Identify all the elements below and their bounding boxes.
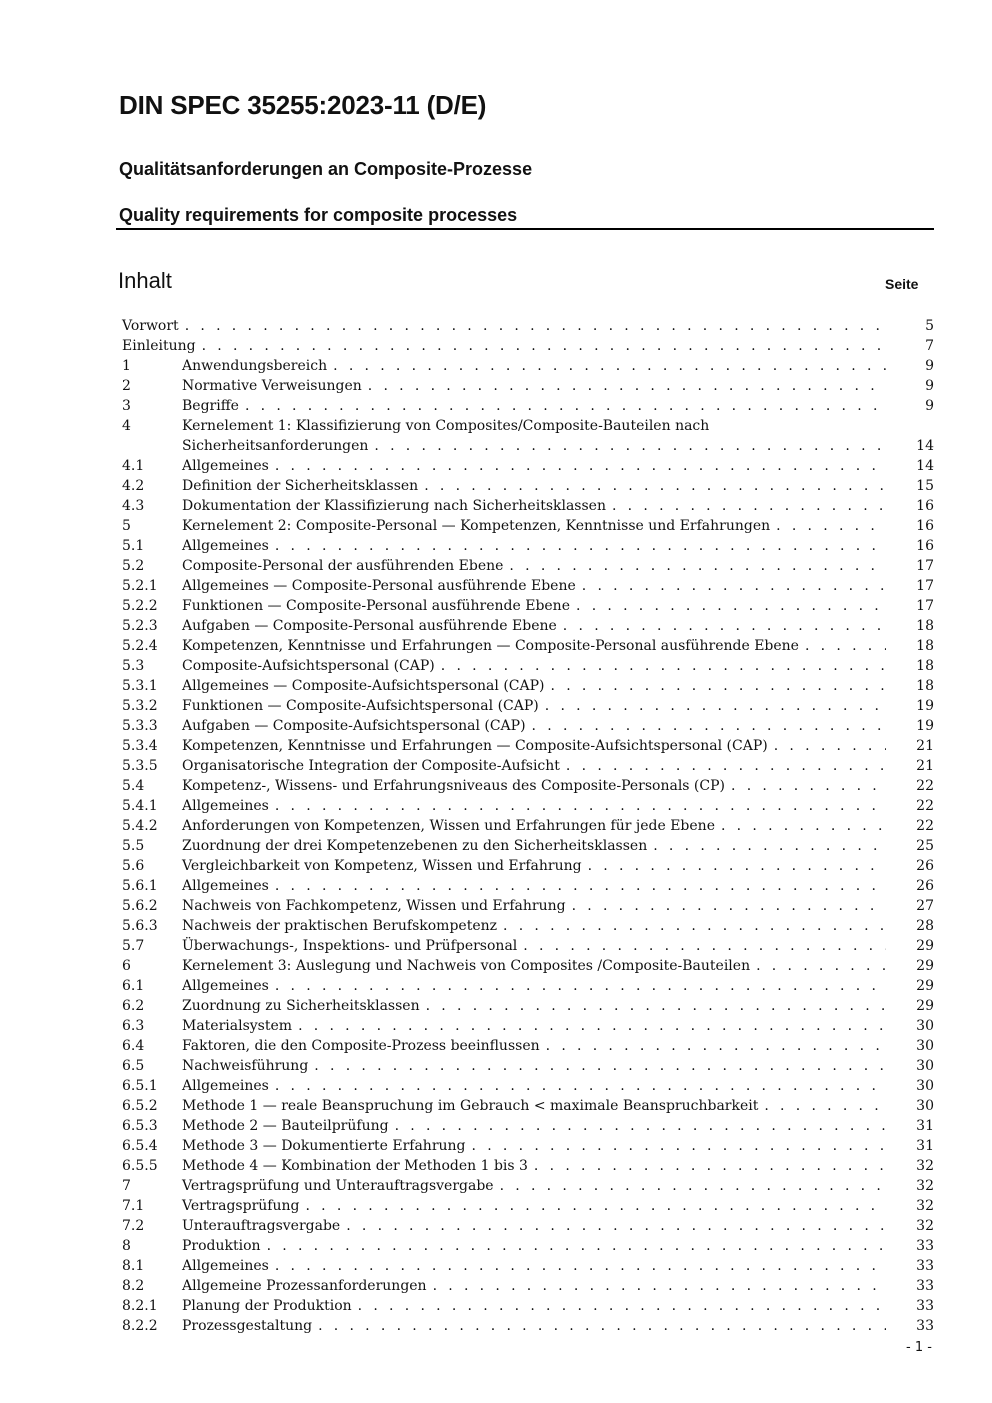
toc-entry[interactable] [122, 1036, 934, 1056]
toc-entry-title: Allgemeines [182, 458, 269, 474]
toc-entry-page: 30 [916, 1038, 934, 1054]
toc-dot-leader [606, 496, 886, 516]
toc-dot-leader [545, 676, 887, 696]
toc-entry-title: Allgemeines [182, 1258, 269, 1274]
toc-entry[interactable] [122, 996, 934, 1016]
toc-entry-page: 22 [916, 798, 934, 814]
toc-dot-leader [269, 876, 886, 896]
toc-entry-page: 21 [916, 738, 934, 754]
toc-entry-title: Allgemeines — Composite-Personal ausführende Ebene [182, 578, 576, 594]
toc-dot-leader [420, 996, 886, 1016]
toc-entry-number: 5.1 [122, 538, 145, 554]
toc-dot-leader [179, 316, 886, 336]
toc-entry-number: 8.1 [122, 1258, 145, 1274]
toc-entry[interactable] [122, 1076, 934, 1096]
toc-entry-title: Methode 2 — Bauteilprüfung [182, 1118, 389, 1134]
toc-entry-number: 8.2 [122, 1278, 145, 1294]
toc-entry-title: Vorwort [122, 318, 179, 334]
toc-entry-page: 33 [916, 1238, 934, 1254]
toc-entry-number: 5.3.4 [122, 738, 158, 754]
toc-entry[interactable] [122, 496, 934, 516]
toc-entry-page: 17 [916, 558, 934, 574]
toc-entry[interactable] [122, 616, 934, 636]
toc-entry-page: 22 [916, 818, 934, 834]
toc-entry-title: Kernelement 3: Auslegung und Nachweis von Composites /Composite-Bauteilen [182, 958, 751, 974]
toc-entry-title: Methode 3 — Dokumentierte Erfahrung [182, 1138, 466, 1154]
toc-entry-title: Zuordnung der drei Kompetenzebenen zu den Sicherheitsklassen [182, 838, 648, 854]
table-of-contents [122, 316, 934, 1336]
title-divider [116, 228, 934, 230]
toc-dot-leader [566, 896, 886, 916]
toc-entry[interactable] [122, 1056, 934, 1076]
toc-dot-leader [526, 716, 886, 736]
toc-entry-number: 3 [122, 398, 131, 414]
toc-entry-page: 21 [916, 758, 934, 774]
toc-entry-title: Aufgaben — Composite-Personal ausführende Ebene [182, 618, 557, 634]
toc-dot-leader [269, 456, 886, 476]
toc-entry-page: 27 [916, 898, 934, 914]
toc-entry-number: 8.2.2 [122, 1318, 158, 1334]
toc-entry[interactable] [122, 1196, 934, 1216]
toc-entry[interactable] [122, 936, 934, 956]
toc-entry-page: 32 [916, 1178, 934, 1194]
document-subtitle-german: Qualitätsanforderungen an Composite-Prozesse [119, 159, 533, 179]
toc-entry[interactable] [122, 676, 934, 696]
toc-entry-page: 33 [916, 1278, 934, 1294]
toc-entry-title: Organisatorische Integration der Composite-Aufsicht [182, 758, 560, 774]
toc-dot-leader [196, 336, 886, 356]
toc-dot-leader [503, 556, 886, 576]
toc-dot-leader [340, 1216, 886, 1236]
toc-entry-title: Allgemeines — Composite-Aufsichtspersonal (CAP) [182, 678, 545, 694]
toc-dot-leader [576, 576, 886, 596]
toc-entry-title: Zuordnung zu Sicherheitsklassen [182, 998, 420, 1014]
toc-entry-page: 28 [916, 918, 934, 934]
toc-entry-title: Kompetenzen, Kenntnisse und Erfahrungen — Composite-Aufsichtspersonal (CAP) [182, 738, 768, 754]
toc-entry-page: 31 [916, 1138, 934, 1154]
toc-entry-number: 5.6 [122, 858, 145, 874]
toc-entry[interactable] [122, 1016, 934, 1036]
toc-entry-page: 26 [916, 858, 934, 874]
toc-entry-number: 7.1 [122, 1198, 145, 1214]
toc-entry-title: Einleitung [122, 338, 196, 354]
toc-entry[interactable] [122, 356, 934, 376]
toc-entry[interactable] [122, 1156, 934, 1176]
toc-dot-leader [261, 1236, 886, 1256]
toc-entry-page: 32 [916, 1158, 934, 1174]
toc-entry-number: 6.4 [122, 1038, 145, 1054]
toc-entry-number: 6 [122, 958, 131, 974]
toc-entry-title: Unterauftragsvergabe [182, 1218, 341, 1234]
toc-dot-leader [497, 916, 886, 936]
toc-entry[interactable] [122, 596, 934, 616]
toc-dot-leader [517, 936, 886, 956]
toc-entry-page: 17 [916, 578, 934, 594]
toc-entry-page: 18 [916, 658, 934, 674]
toc-entry-page: 22 [916, 778, 934, 794]
toc-entry-number: 5.3.1 [122, 678, 158, 694]
toc-dot-leader [352, 1296, 886, 1316]
toc-entry-title: Allgemeines [182, 798, 269, 814]
toc-dot-leader [269, 1076, 886, 1096]
toc-dot-leader [750, 956, 886, 976]
toc-dot-leader [540, 1036, 886, 1056]
toc-entry[interactable] [122, 696, 934, 716]
toc-entry-number: 5.6.2 [122, 898, 158, 914]
toc-entry[interactable] [122, 576, 934, 596]
toc-entry[interactable] [122, 456, 934, 476]
toc-dot-leader [528, 1156, 886, 1176]
toc-entry-page: 30 [916, 1058, 934, 1074]
toc-entry-number: 7 [122, 1178, 131, 1194]
toc-dot-leader [427, 1276, 886, 1296]
toc-entry-title: Produktion [182, 1238, 261, 1254]
toc-dot-leader [239, 396, 886, 416]
toc-entry[interactable] [122, 876, 934, 896]
toc-entry-title: Dokumentation der Klassifizierung nach Sicherheitsklassen [182, 498, 606, 514]
toc-entry-number: 7.2 [122, 1218, 145, 1234]
toc-entry-number: 8.2.1 [122, 1298, 158, 1314]
toc-entry-number: 5.4.2 [122, 818, 158, 834]
toc-entry-title: Nachweis von Fachkompetenz, Wissen und Erfahrung [182, 898, 566, 914]
toc-entry[interactable] [122, 1296, 934, 1316]
toc-dot-leader [389, 1116, 886, 1136]
toc-entry[interactable] [122, 1276, 934, 1296]
toc-entry-title: Kernelement 2: Composite-Personal — Kompetenzen, Kenntnisse und Erfahrungen [182, 518, 771, 534]
toc-entry[interactable] [122, 796, 934, 816]
toc-entry-page: 29 [916, 978, 934, 994]
toc-entry-page: 29 [916, 998, 934, 1014]
toc-entry-title: Prozessgestaltung [182, 1318, 313, 1334]
toc-entry[interactable] [122, 416, 934, 456]
toc-entry-number: 5.3.5 [122, 758, 158, 774]
toc-dot-leader [725, 776, 886, 796]
toc-entry[interactable] [122, 376, 934, 396]
toc-entry-title: Composite-Personal der ausführenden Ebene [182, 558, 504, 574]
toc-dot-leader [269, 796, 886, 816]
toc-dot-leader [435, 656, 886, 676]
toc-dot-leader [312, 1316, 886, 1336]
toc-entry-title: Kompetenzen, Kenntnisse und Erfahrungen — Composite-Personal ausführende Ebene [182, 638, 799, 654]
toc-entry[interactable] [122, 656, 934, 676]
toc-entry-title: Methode 4 — Kombination der Methoden 1 bis 3 [182, 1158, 528, 1174]
toc-dot-leader [799, 636, 886, 656]
toc-entry-number: 5.6.3 [122, 918, 158, 934]
toc-entry-page: 16 [916, 538, 934, 554]
toc-entry-title: Normative Verweisungen [182, 378, 362, 394]
toc-dot-leader [768, 736, 886, 756]
toc-entry-title: Allgemeines [182, 1078, 269, 1094]
toc-entry[interactable] [122, 1176, 934, 1196]
toc-entry[interactable] [122, 536, 934, 556]
toc-entry-title: Allgemeines [182, 538, 269, 554]
document-subtitle-english: Quality requirements for composite processes [119, 205, 518, 225]
toc-entry-number: 6.5.4 [122, 1138, 158, 1154]
toc-entry-title: Materialsystem [182, 1018, 293, 1034]
toc-entry-number: 5.2 [122, 558, 145, 574]
toc-dot-leader [494, 1176, 886, 1196]
toc-dot-leader [560, 756, 886, 776]
toc-entry[interactable] [122, 716, 934, 736]
toc-entry-title: Nachweis der praktischen Berufskompetenz [182, 918, 497, 934]
toc-entry-number: 5.2.3 [122, 618, 158, 634]
toc-entry-number: 5 [122, 518, 131, 534]
toc-dot-leader [715, 816, 886, 836]
toc-dot-leader [758, 1096, 886, 1116]
toc-entry-title: Aufgaben — Composite-Aufsichtspersonal (CAP) [182, 718, 526, 734]
toc-entry-number: 4 [122, 418, 131, 434]
toc-entry-page: 18 [916, 618, 934, 634]
toc-entry-page: 30 [916, 1098, 934, 1114]
toc-dot-leader [647, 836, 886, 856]
toc-entry-number: 5.3.2 [122, 698, 158, 714]
toc-entry-number: 5.4 [122, 778, 145, 794]
toc-entry-page: 30 [916, 1018, 934, 1034]
toc-entry-title: Faktoren, die den Composite-Prozess beeinflussen [182, 1038, 540, 1054]
toc-entry-page: 33 [916, 1318, 934, 1334]
toc-entry[interactable] [122, 776, 934, 796]
toc-entry[interactable] [122, 836, 934, 856]
toc-entry-page: 5 [925, 318, 934, 334]
toc-entry[interactable] [122, 736, 934, 756]
toc-entry-number: 5.2.1 [122, 578, 158, 594]
toc-entry-page: 19 [916, 718, 934, 734]
toc-entry-page: 14 [916, 438, 934, 454]
toc-dot-leader [308, 1056, 886, 1076]
toc-dot-leader [570, 596, 886, 616]
toc-entry-page: 32 [916, 1198, 934, 1214]
toc-entry[interactable] [122, 1136, 934, 1156]
toc-entry-title: Vertragsprüfung [182, 1198, 300, 1214]
toc-entry-title: Allgemeine Prozessanforderungen [182, 1278, 427, 1294]
toc-entry-title: Kernelement 1: Klassifizierung von Composites/Composite-Bauteilen nach [182, 418, 710, 434]
toc-entry[interactable] [122, 1236, 934, 1256]
toc-entry-number: 5.2.4 [122, 638, 158, 654]
toc-dot-leader [466, 1136, 886, 1156]
toc-dot-leader [418, 476, 886, 496]
toc-entry[interactable] [122, 516, 934, 536]
toc-dot-leader [269, 1256, 886, 1276]
toc-entry[interactable] [122, 1116, 934, 1136]
toc-entry-page: 17 [916, 598, 934, 614]
toc-entry-page: 9 [925, 378, 934, 394]
toc-entry[interactable] [122, 336, 934, 356]
toc-dot-leader [292, 1016, 886, 1036]
toc-entry-number: 5.5 [122, 838, 145, 854]
toc-entry[interactable] [122, 976, 934, 996]
toc-entry-page: 9 [925, 358, 934, 374]
toc-dot-leader [327, 356, 886, 376]
toc-entry-number: 5.7 [122, 938, 145, 954]
toc-entry-title: Allgemeines [182, 878, 269, 894]
toc-entry[interactable] [122, 396, 934, 416]
toc-entry-number: 4.3 [122, 498, 145, 514]
toc-entry-number: 6.1 [122, 978, 145, 994]
toc-entry[interactable] [122, 636, 934, 656]
toc-entry-title: Anwendungsbereich [182, 358, 328, 374]
toc-entry-page: 16 [916, 518, 934, 534]
toc-entry-number: 6.5.5 [122, 1158, 158, 1174]
toc-entry[interactable] [122, 316, 934, 336]
toc-page-column-label: Seite [885, 276, 919, 292]
toc-entry-title: Vergleichbarkeit von Kompetenz, Wissen und Erfahrung [182, 858, 582, 874]
toc-entry-page: 30 [916, 1078, 934, 1094]
toc-entry[interactable] [122, 1316, 934, 1336]
toc-heading: Inhalt [118, 268, 172, 293]
toc-entry-page: 7 [925, 338, 934, 354]
toc-entry-title: Kompetenz-, Wissens- und Erfahrungsniveaus des Composite-Personals (CP) [182, 778, 725, 794]
toc-dot-leader [368, 436, 886, 456]
document-title: DIN SPEC 35255:2023-11 (D/E) [119, 90, 487, 120]
toc-dot-leader [557, 616, 886, 636]
toc-entry-page: 14 [916, 458, 934, 474]
toc-entry-title: Nachweisführung [182, 1058, 309, 1074]
toc-entry-number: 2 [122, 378, 131, 394]
toc-entry[interactable] [122, 896, 934, 916]
toc-entry-title: Vertragsprüfung und Unterauftragsvergabe [182, 1178, 494, 1194]
page-number: - 1 - [906, 1340, 932, 1355]
toc-entry-number: 6.3 [122, 1018, 145, 1034]
toc-entry-number: 6.5.2 [122, 1098, 158, 1114]
toc-entry-number: 6.5.1 [122, 1078, 158, 1094]
toc-entry-page: 33 [916, 1258, 934, 1274]
toc-entry-title: Begriffe [182, 398, 239, 414]
toc-entry-title: Planung der Produktion [182, 1298, 352, 1314]
toc-entry-page: 29 [916, 958, 934, 974]
toc-entry-number: 6.2 [122, 998, 145, 1014]
toc-entry-page: 15 [916, 478, 934, 494]
toc-entry-title: Funktionen — Composite-Aufsichtspersonal (CAP) [182, 698, 539, 714]
toc-entry-number: 4.2 [122, 478, 145, 494]
toc-entry-title: Methode 1 — reale Beanspruchung im Gebrauch < maximale Beanspruchbarkeit [182, 1098, 759, 1114]
toc-dot-leader [269, 536, 886, 556]
toc-entry-number: 5.3.3 [122, 718, 158, 734]
toc-entry-page: 26 [916, 878, 934, 894]
toc-entry-number: 5.4.1 [122, 798, 158, 814]
toc-entry[interactable] [122, 476, 934, 496]
toc-entry-number: 5.2.2 [122, 598, 158, 614]
toc-entry-number: 8 [122, 1238, 131, 1254]
toc-entry-page: 16 [916, 498, 934, 514]
toc-dot-leader [299, 1196, 886, 1216]
toc-entry-page: 9 [925, 398, 934, 414]
toc-entry-page: 31 [916, 1118, 934, 1134]
toc-entry-number: 1 [122, 358, 131, 374]
toc-entry[interactable] [122, 556, 934, 576]
toc-entry[interactable] [122, 916, 934, 936]
toc-dot-leader [582, 856, 886, 876]
toc-entry[interactable] [122, 1216, 934, 1236]
toc-entry[interactable] [122, 816, 934, 836]
toc-entry-title: Überwachungs-, Inspektions- und Prüfpersonal [182, 938, 518, 954]
toc-entry[interactable] [122, 756, 934, 776]
toc-dot-leader [269, 976, 886, 996]
toc-entry-page: 25 [916, 838, 934, 854]
toc-entry-page: 19 [916, 698, 934, 714]
toc-entry-number: 5.3 [122, 658, 145, 674]
toc-entry[interactable] [122, 1256, 934, 1276]
toc-entry[interactable] [122, 1096, 934, 1116]
toc-entry-title: Allgemeines [182, 978, 269, 994]
toc-entry-number: 4.1 [122, 458, 145, 474]
toc-entry-title: Funktionen — Composite-Personal ausführende Ebene [182, 598, 570, 614]
toc-entry-number: 6.5.3 [122, 1118, 158, 1134]
toc-entry-title: Composite-Aufsichtspersonal (CAP) [182, 658, 435, 674]
toc-entry[interactable] [122, 956, 934, 976]
toc-dot-leader [362, 376, 886, 396]
toc-entry-title: Definition der Sicherheitsklassen [182, 478, 419, 494]
toc-entry-page: 29 [916, 938, 934, 954]
toc-entry-title-continued: Sicherheitsanforderungen [182, 438, 369, 454]
toc-entry-page: 32 [916, 1218, 934, 1234]
toc-dot-leader [770, 516, 886, 536]
toc-entry-page: 33 [916, 1298, 934, 1314]
toc-dot-leader [539, 696, 886, 716]
toc-entry-number: 6.5 [122, 1058, 145, 1074]
toc-entry-number: 5.6.1 [122, 878, 158, 894]
toc-entry-page: 18 [916, 678, 934, 694]
toc-entry[interactable] [122, 856, 934, 876]
toc-entry-page: 18 [916, 638, 934, 654]
toc-entry-title: Anforderungen von Kompetenzen, Wissen und Erfahrungen für jede Ebene [182, 818, 715, 834]
